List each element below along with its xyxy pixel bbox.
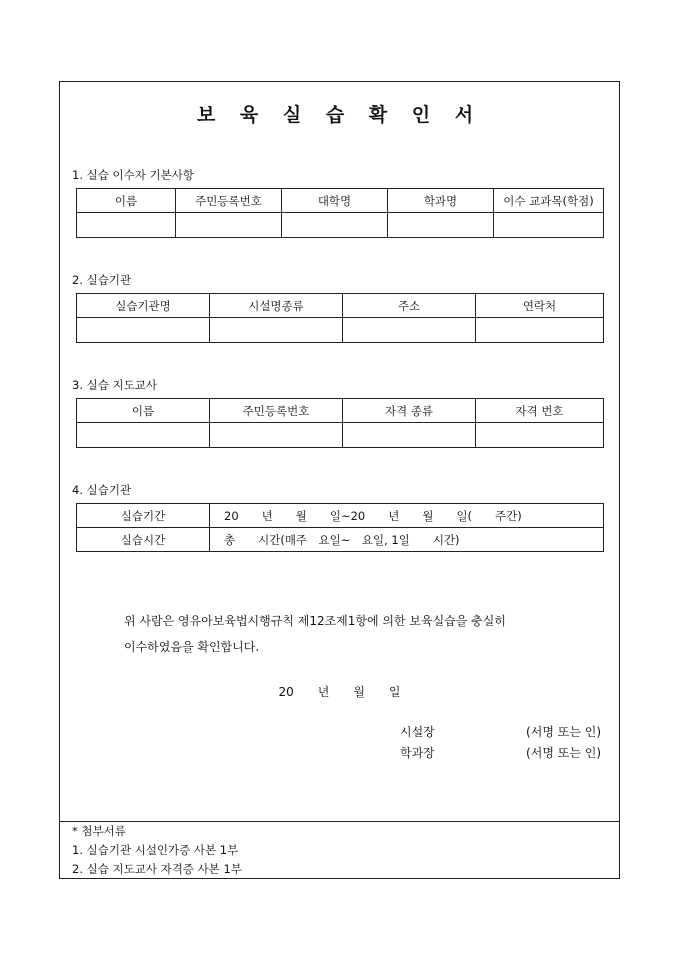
header-cell: 시설명종류 [210,294,343,318]
statement-line-2: 이수하였음을 확인합니다. [124,640,260,654]
form-frame [59,81,620,879]
section3-heading: 3. 실습 지도교사 [72,378,157,392]
supervisor-resident-number-field[interactable] [210,423,343,448]
name-field[interactable] [77,213,176,238]
attachments-heading: * 첨부서류 [72,824,126,838]
header-cell: 이름 [77,189,176,213]
header-cell: 실습기관명 [77,294,210,318]
signature-role: 시설장 [400,725,435,739]
header-cell: 자격 번호 [476,399,604,423]
address-field[interactable] [343,318,476,343]
signature-note[interactable]: (서명 또는 인) [526,746,601,760]
header-cell: 자격 종류 [343,399,476,423]
table-row [77,528,604,552]
qualification-type-field[interactable] [343,423,476,448]
qualification-number-field[interactable] [476,423,604,448]
resident-number-field[interactable] [176,213,282,238]
institution-table [76,293,604,343]
supervisor-name-field[interactable] [77,423,210,448]
statement-line-1: 위 사람은 영유아보육법시행규칙 제12조제1항에 의한 보육실습을 충실히 [124,614,506,628]
table-row [77,504,604,528]
table-header-row [77,189,604,213]
table-row [77,213,604,238]
header-cell: 주민등록번호 [176,189,282,213]
hours-label: 실습시간 [77,528,210,552]
table-row [77,423,604,448]
attachment-item: 1. 실습기관 시설인가증 사본 1부 [72,843,239,857]
period-field[interactable]: 20 년 월 일~20 년 월 일( 주간) [210,504,604,528]
section4-heading: 4. 실습기관 [72,483,132,497]
table-header-row [77,399,604,423]
trainee-table [76,188,604,238]
period-label: 실습기간 [77,504,210,528]
table-row [77,318,604,343]
signature-line [400,744,601,761]
attachment-item: 2. 실습 지도교사 자격증 사본 1부 [72,862,242,876]
header-cell: 이름 [77,399,210,423]
header-cell: 연락처 [476,294,604,318]
supervisor-table [76,398,604,448]
table-header-row [77,294,604,318]
period-table [76,503,604,552]
contact-field[interactable] [476,318,604,343]
header-cell: 학과명 [388,189,494,213]
institution-name-field[interactable] [77,318,210,343]
signature-line [400,723,601,740]
section2-heading: 2. 실습기관 [72,273,132,287]
signature-role: 학과장 [400,746,435,760]
courses-field[interactable] [494,213,604,238]
header-cell: 이수 교과목(학점) [494,189,604,213]
header-cell: 대학명 [282,189,388,213]
header-cell: 주소 [343,294,476,318]
department-field[interactable] [388,213,494,238]
section1-heading: 1. 실습 이수자 기본사항 [72,168,194,182]
hours-field[interactable]: 총 시간(매주 요일~ 요일, 1일 시간) [210,528,604,552]
form-title: 보 육 실 습 확 인 서 [196,104,483,126]
confirmation-date: 20 년 월 일 [278,685,401,699]
facility-type-field[interactable] [210,318,343,343]
header-cell: 주민등록번호 [210,399,343,423]
footer-divider [60,821,619,822]
university-field[interactable] [282,213,388,238]
signature-note[interactable]: (서명 또는 인) [526,725,601,739]
